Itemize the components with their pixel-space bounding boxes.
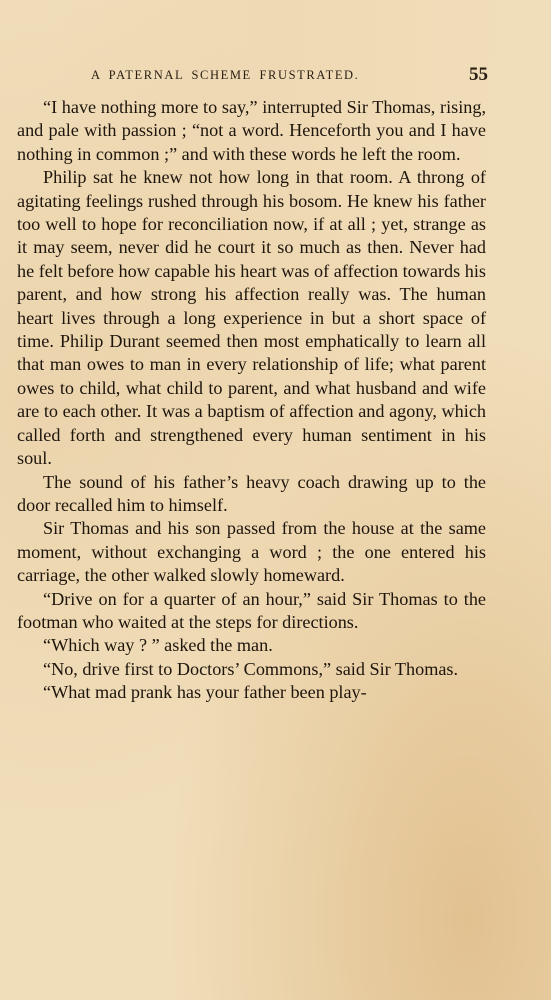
paragraph-3: The sound of his father’s heavy coach drawing up to the door recalled him to himself. <box>17 471 486 515</box>
paragraph-7: “No, drive first to Doctors’ Commons,” said Sir Thomas. <box>43 658 459 679</box>
paragraph-5: “Drive on for a quarter of an hour,” said Sir Thomas to the footman who waited at the steps for directions. <box>17 588 486 632</box>
paragraph-4: Sir Thomas and his son passed from the house at the same moment, without exchanging a word ; the one entered his carriage, the other walked slowly homeward. <box>17 518 486 586</box>
body-text <box>17 96 486 705</box>
running-title: A PATERNAL SCHEME FRUSTRATED. <box>91 68 360 82</box>
page-content <box>17 62 486 705</box>
paragraph-6: “Which way ? ” asked the man. <box>43 635 273 656</box>
running-head <box>17 62 486 96</box>
page-number: 55 <box>469 64 488 85</box>
paragraph-8: “What mad prank has your father been play- <box>43 682 367 703</box>
paragraph-1: “I have nothing more to say,” interrupted Sir Thomas, rising, and pale with passion ; “not a word. Henceforth you and I have nothing in common ;” and with these words he left the room. <box>17 97 486 164</box>
paragraph-2: Philip sat he knew not how long in that room. A throng of agitating feelings rushed through his bosom. He knew his father too well to hope for reconciliation now, if at all ; yet, strange as it may seem, never did he court it so much as then. Never had he felt before how capable his heart was of affection towards his parent, and how strong his affection really was. The human heart lives through a long experience in but a short space of time. Philip Durant seemed then most emphatically to learn all that man owes to man in every relationship of life; what parent owes to child, what child to parent, and what husband and wife are to each other. It was a baptism of affection and agony, which called forth and strengthened every human sentiment in his soul. <box>17 167 486 469</box>
